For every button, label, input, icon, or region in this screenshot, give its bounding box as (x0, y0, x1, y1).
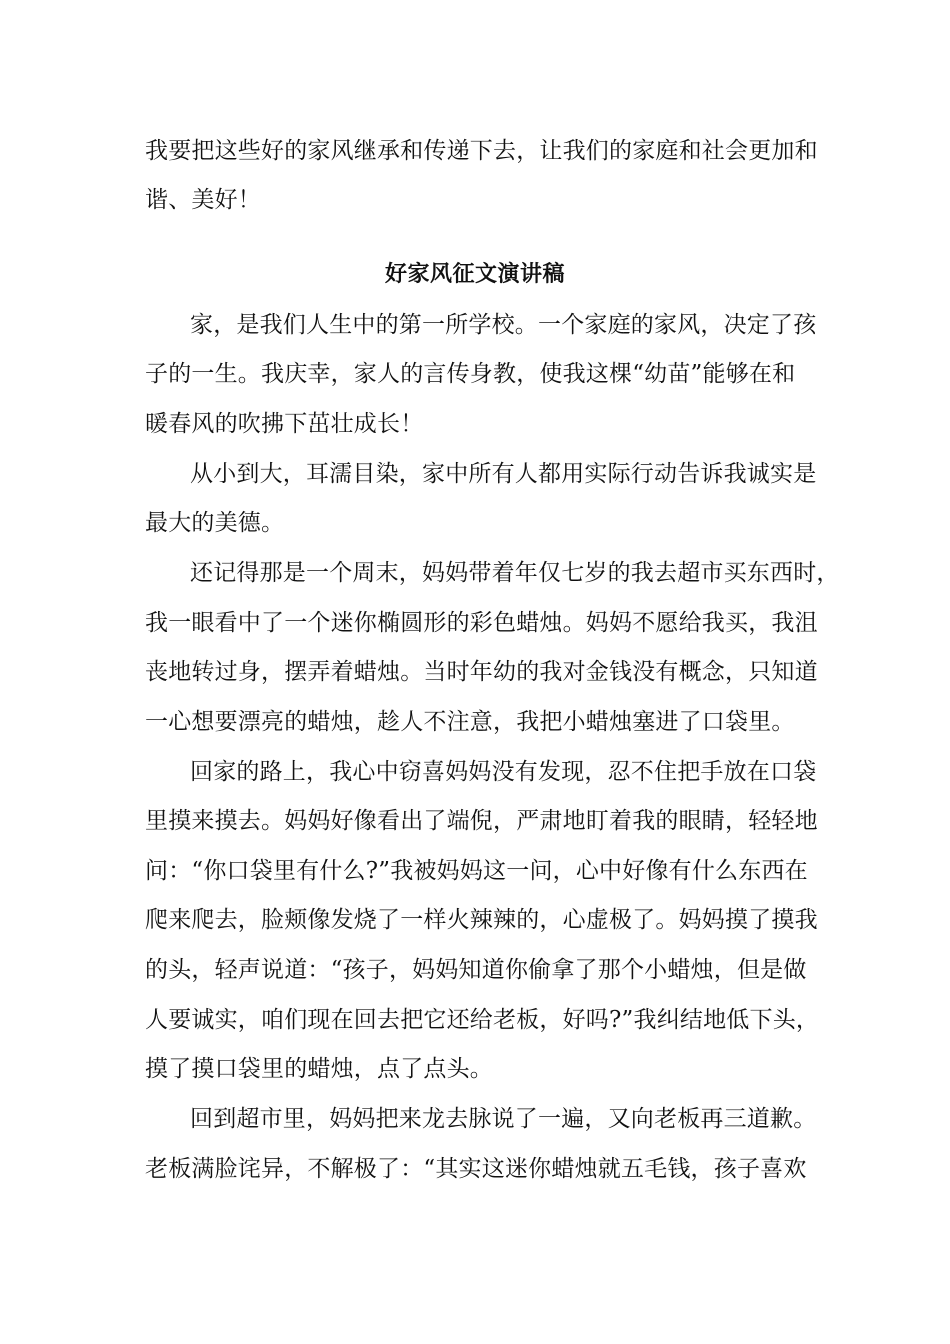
text-line: 从小到大，耳濡目染，家中所有人都用实际行动告诉我诚实是 (190, 461, 817, 487)
text-line: 人要诚实，咱们现在回去把它还给老板，好吗?”我纠结地低下头， (145, 1007, 820, 1033)
text-line: 子的一生。我庆幸，家人的言传身教，使我这棵“幼苗”能够在和 (145, 361, 796, 387)
text-line: 还记得那是一个周末，妈妈带着年仅七岁的我去超市买东西时， (190, 560, 840, 586)
text-line: 回到超市里，妈妈把来龙去脉说了一遍，又向老板再三道歉。 (190, 1106, 817, 1132)
text-line: 的头，轻声说道：“孩子，妈妈知道你偷拿了那个小蜡烛，但是做 (145, 957, 807, 983)
text-line: 爬来爬去，脸颊像发烧了一样火辣辣的，心虚极了。妈妈摸了摸我 (145, 907, 818, 933)
text-line: 问：“你口袋里有什么?”我被妈妈这一问，心中好像有什么东西在 (145, 858, 808, 884)
text-line: 一心想要漂亮的蜡烛，趁人不注意，我把小蜡烛塞进了口袋里。 (145, 709, 795, 735)
text-line: 摸了摸口袋里的蜡烛，点了点头。 (145, 1056, 493, 1082)
text-line: 家，是我们人生中的第一所学校。一个家庭的家风，决定了孩 (190, 312, 817, 338)
document-title: 好家风征文演讲稿 (384, 261, 565, 287)
text-line: 丧地转过身，摆弄着蜡烛。当时年幼的我对金钱没有概念，只知道 (145, 659, 818, 685)
text-line: 我一眼看中了一个迷你椭圆形的彩色蜡烛。妈妈不愿给我买，我沮 (145, 610, 818, 636)
text-line: 回家的路上，我心中窃喜妈妈没有发现，忍不住把手放在口袋 (190, 759, 817, 785)
text-line: 老板满脸诧异，不解极了：“其实这迷你蜡烛就五毛钱，孩子喜欢 (145, 1156, 807, 1182)
text-line: 最大的美德。 (145, 510, 285, 536)
text-line: 谐、美好！ (145, 187, 261, 213)
text-line: 我要把这些好的家风继承和传递下去，让我们的家庭和社会更加和 (145, 138, 818, 164)
text-line: 里摸来摸去。妈妈好像看出了端倪，严肃地盯着我的眼睛，轻轻地 (145, 808, 818, 834)
text-line: 暖春风的吹拂下茁壮成长！ (145, 411, 424, 437)
